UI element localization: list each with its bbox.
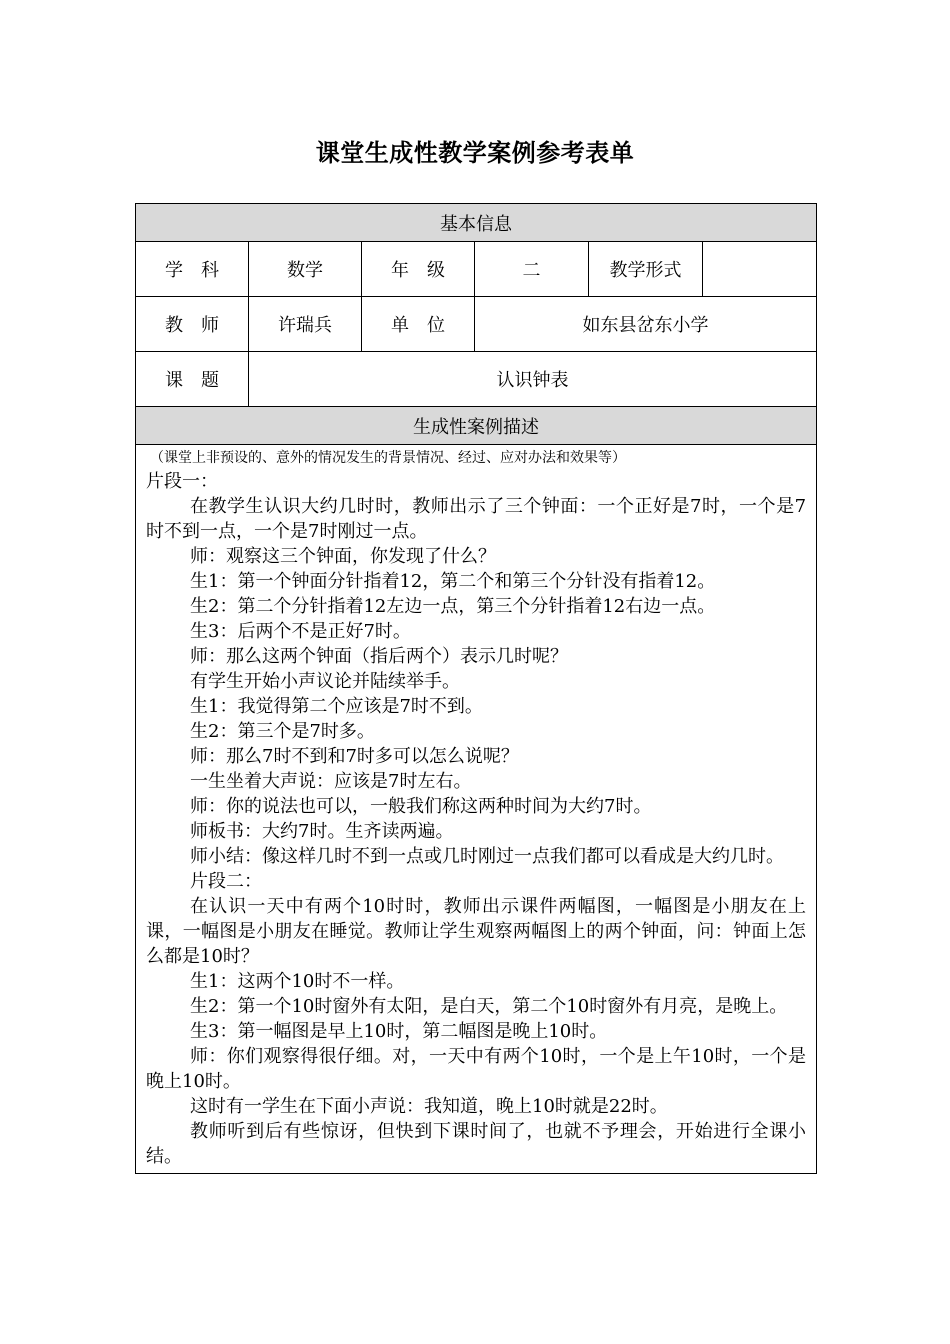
topic-label: 课 题 — [136, 352, 249, 407]
description-paragraph: 师：你的说法也可以，一般我们称这两种时间为大约7时。 — [190, 796, 652, 817]
teaching-form-value — [703, 242, 817, 297]
description-paragraph: 师板书：大约7时。生齐读两遍。 — [190, 821, 454, 842]
basic-info-header: 基本信息 — [136, 204, 817, 242]
description-paragraph: 教师听到后有些惊讶，但快到下课时间了，也就不予理会，开始进行全课小结。 — [146, 1121, 807, 1167]
description-paragraph: 片段一： — [146, 471, 218, 492]
page-title: 课堂生成性教学案例参考表单 — [315, 139, 635, 167]
description-paragraph: 一生坐着大声说：应该是7时左右。 — [190, 771, 472, 792]
teaching-form-label: 教学形式 — [589, 242, 703, 297]
description-paragraph: 生2：第二个分针指着12左边一点，第三个分针指着12右边一点。 — [190, 596, 716, 617]
description-paragraph: 师：那么7时不到和7时多可以怎么说呢？ — [190, 746, 519, 767]
description-cell — [136, 445, 817, 1174]
description-paragraph: 生1：第一个钟面分针指着12，第二个和第三个分针没有指着12。 — [190, 571, 716, 592]
description-paragraph: 师：那么这两个钟面（指后两个）表示几时呢？ — [190, 646, 568, 667]
description-paragraph: 生1：我觉得第二个应该是7时不到。 — [190, 696, 483, 717]
description-header-row — [136, 407, 817, 445]
description-paragraph: 师：你们观察得很仔细。对，一天中有两个10时，一个是上午10时，一个是晚上10时。 — [146, 1046, 807, 1092]
description-paragraph: 生3：后两个不是正好7时。 — [190, 621, 411, 642]
description-header: 生成性案例描述 — [136, 407, 817, 445]
description-paragraph: 师小结：像这样几时不到一点或几时刚过一点我们都可以看成是大约几时。 — [190, 846, 784, 867]
subject-label: 学 科 — [136, 242, 249, 297]
description-paragraph: 在教学生认识大约几时时，教师出示了三个钟面：一个正好是7时，一个是7时不到一点，一个是7时刚过一点。 — [146, 496, 807, 542]
description-paragraph: 生2：第一个10时窗外有太阳，是白天，第二个10时窗外有月亮，是晚上。 — [190, 996, 788, 1017]
description-row — [136, 445, 817, 1174]
description-paragraph: 生2：第三个是7时多。 — [190, 721, 375, 742]
teacher-value: 许瑞兵 — [249, 297, 362, 352]
description-body — [146, 469, 806, 1169]
case-form-table — [135, 203, 817, 1174]
description-paragraph: 生3：第一幅图是早上10时，第二幅图是晚上10时。 — [190, 1021, 608, 1042]
teacher-row — [136, 297, 817, 352]
basic-info-header-row — [136, 204, 817, 242]
description-paragraph: 生1：这两个10时不一样。 — [190, 971, 405, 992]
teacher-label: 教 师 — [136, 297, 249, 352]
subject-value: 数学 — [249, 242, 362, 297]
grade-label: 年 级 — [362, 242, 475, 297]
description-paragraph: 有学生开始小声议论并陆续举手。 — [190, 671, 460, 692]
description-paragraph: 在认识一天中有两个10时时，教师出示课件两幅图，一幅图是小朋友在上课，一幅图是小朋友在睡觉。教师让学生观察两幅图上的两个钟面，问：钟面上怎么都是10时？ — [146, 896, 807, 967]
description-paragraph: 这时有一学生在下面小声说：我知道，晚上10时就是22时。 — [190, 1096, 668, 1117]
unit-value: 如东县岔东小学 — [475, 297, 817, 352]
description-paragraph: 片段二： — [190, 871, 262, 892]
topic-row — [136, 352, 817, 407]
description-note: （课堂上非预设的、意外的情况发生的背景情况、经过、应对办法和效果等） — [150, 450, 626, 466]
topic-value: 认识钟表 — [249, 352, 817, 407]
subject-row — [136, 242, 817, 297]
grade-value: 二 — [475, 242, 589, 297]
description-paragraph: 师：观察这三个钟面，你发现了什么？ — [190, 546, 496, 567]
unit-label: 单 位 — [362, 297, 475, 352]
